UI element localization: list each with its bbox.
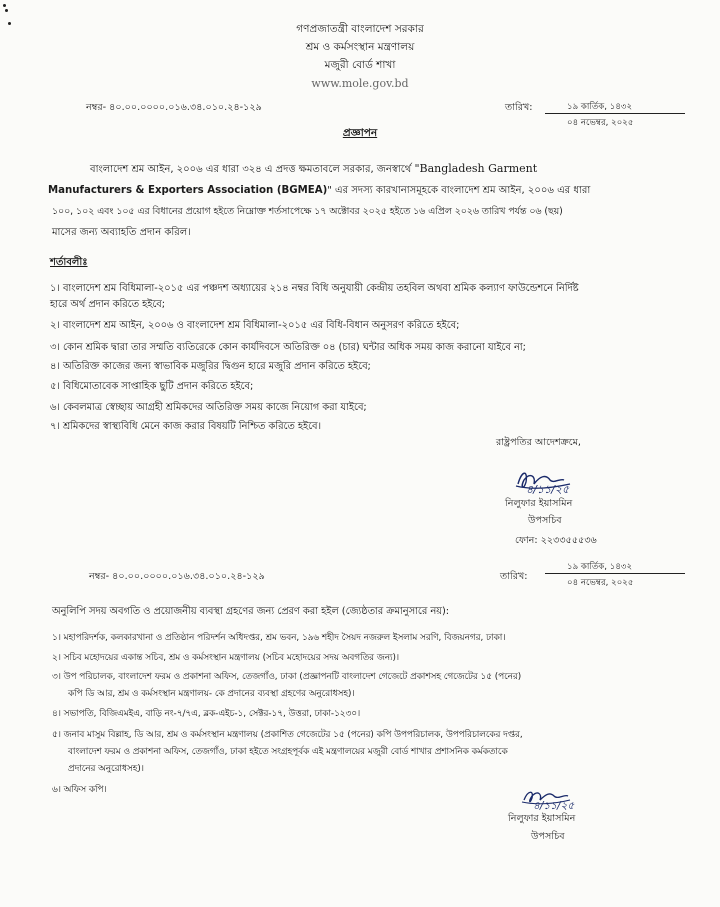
signatory-designation: উপসচিব (528, 515, 562, 526)
condition-item: ৫। বিধিমোতাবেক সাপ্তাহিক ছুটি প্রদান করিতে হইবে; (50, 381, 254, 392)
date-bangla: ১৯ কার্তিক, ১৪৩২ (567, 102, 633, 112)
cc-item: ২। সচিব মহোদয়ের একান্ত সচিব, শ্রম ও কর্মসংস্থান মন্ত্রণালয় (সচিব মহোদয়ের সদয় অবগতির জন্য)। (52, 653, 400, 663)
date-english: ০৪ নভেম্বর, ২০২৫ (567, 118, 634, 128)
website-link[interactable]: www.mole.gov.bd (311, 77, 409, 90)
body-line-1 (52, 158, 692, 180)
body-line-1-english: "Bangladesh Garment (414, 162, 538, 175)
body-line-2-english: Manufacturers & Exporters Association (BGMEA) (48, 185, 328, 196)
condition-item: ৬। কেবলমাত্র স্বেচ্ছায় আগ্রহী শ্রমিকদের অতিরিক্ত সময় কাজে নিয়োগ করা যাইবে; (50, 402, 367, 413)
document-title-text: প্রজ্ঞাপন (342, 127, 378, 139)
cc-item-cont: বাংলাদেশ ফরম ও প্রকাশনা অফিস, তেজগাঁও, ঢাকা হইতে সংগ্রহপূর্বক এই মন্ত্রণালয়ের মজুরী বোর্ড শাখার প্রশাসনিক কর্মকতাকে (68, 747, 508, 757)
scan-speck (5, 9, 8, 12)
signatory-name: নিলুফার ইয়াসমিন (505, 498, 573, 509)
memo2-date-bangla: ১৯ কার্তিক, ১৪৩২ (567, 562, 633, 572)
condition-item: ১। বাংলাদেশ শ্রম বিধিমালা-২০১৫ এর পঞ্চদশ অধ্যায়ের ২১৪ নম্বর বিধি অনুযায়ী কেন্দ্রীয় তহবিল অথবা শ্রমিক কল্যাণ ফাউন্ডেশনে নির্দিষ্ট (50, 283, 579, 294)
cc-item-cont: প্রদানের অনুরোধসহ)। (68, 764, 144, 774)
cc-item: ৫। জনাব মাসুম বিল্লাহ, ডি আর, শ্রম ও কর্মসংস্থান মন্ত্রণালয় (প্রকাশিত গেজেটের ১৫ (পনের) কপি উপপরিচালক, উপপরিচালকের দপ্তর, (52, 730, 523, 740)
signature-1-date: ৪/১১/২৫ (526, 483, 570, 496)
body-line-1-text: বাংলাদেশ শ্রম আইন, ২০০৬ এর ধারা ৩২৪ এ প্রদত্ত ক্ষমতাবলে সরকার, জনস্বার্থে (90, 164, 415, 175)
branch-name: মজুরী বোর্ড শাখা (324, 59, 396, 71)
signatory2-designation: উপসচিব (531, 831, 565, 842)
date-label: তারিখ: (505, 102, 533, 113)
cc-item: ৩। উপ পরিচালক, বাংলাদেশ ফরম ও প্রকাশনা অফিস, তেজগাঁও, ঢাকা (প্রজ্ঞাপনটি বাংলাদেশ গেজেটে প্রকাশসহ গেজেটের ১৫ (পনের) (52, 672, 522, 682)
condition-item: ৪। অতিরিক্ত কাজের জন্য স্বাভাবিক মজুরির দ্বিগুন হারে মজুরি প্রদান করিতে হইবে; (50, 361, 371, 372)
body-line-2-text: " এর সদস্য কারখানাসমূহকে বাংলাদেশ শ্রম আইন, ২০০৬ এর ধারা (327, 185, 591, 196)
conditions-heading (50, 255, 88, 272)
signatory2-name: নিলুফার ইয়াসমিন (508, 813, 576, 824)
body-paragraph (48, 158, 692, 243)
condition-item-cont: হারে অর্থ প্রদান করিতে হইবে; (50, 299, 166, 310)
body-line-4: মাসের জন্য অব্যাহতি প্রদান করিল। (52, 227, 191, 238)
memo2-date-divider (545, 573, 685, 574)
body-line-3: ১০০, ১০২ এবং ১০৫ এর বিধানের প্রয়োগ হইতে নিম্নোক্ত শর্তসাপেক্ষে ১৭ অক্টোবর ২০২৫ হইতে ১৬ এপ্রিল ২০২৬ তারিখ পর্যন্ত ০৬ (ছয়) (52, 206, 563, 217)
condition-item: ২। বাংলাদেশ শ্রম আইন, ২০০৬ ও বাংলাদেশ শ্রম বিধিমালা-২০১৫ এর বিধি-বিধান অনুসরণ করিতে হইবে; (50, 320, 460, 331)
cc-item: ৬। অফিস কপি। (52, 785, 107, 795)
memo-number (86, 101, 262, 116)
condition-item: ৩। কোন শ্রমিক দ্বারা তার সম্মতি ব্যতিরেকে কোন কার্যদিবসে অতিরিক্ত ০৪ (চার) ঘন্টার অধিক সময় কাজ করানো যাইবে না; (50, 342, 526, 353)
memo-number-text: নম্বর- ৪০.০০.০০০০.০১৬.৩৪.০১০.২৪-১২৯ (86, 102, 262, 113)
body-line-2 (48, 180, 692, 201)
cc-item: ৪। সভাপতি, বিজিএমইএ, বাড়ি নং-৭/৭এ, ব্লক-এইচ-১, সেক্টর-১৭, উত্তরা, ঢাকা-১২৩০। (52, 709, 361, 719)
cc-intro: অনুলিপি সদয় অবগতি ও প্রয়োজনীয় ব্যবস্থা গ্রহণের জন্য প্রেরণ করা হইল (জ্যেষ্ঠতার ক্রমানুসারে নয়): (52, 606, 450, 617)
ministry-name: শ্রম ও কর্মসংস্থান মন্ত্রণালয় (305, 41, 415, 53)
signatory-phone: ফোন: ২২৩৩৫৫৫৩৬ (515, 535, 597, 546)
memo2-date-english: ০৪ নভেম্বর, ২০২৫ (567, 578, 634, 588)
date-divider (545, 113, 685, 114)
conditions-heading-text: শর্তাবলীঃ (50, 257, 88, 268)
memo2-date-label: তারিখ: (500, 571, 528, 582)
govt-name: গণপ্রজাতন্ত্রী বাংলাদেশ সরকার (296, 23, 424, 35)
cc-item-cont: কপি ডি আর, শ্রম ও কর্মসংস্থান মন্ত্রণালয়- কে প্রদানের ব্যবস্থা গ্রহণের অনুরোধসহ)। (68, 689, 355, 699)
condition-item: ৭। শ্রমিকদের স্বাস্থ্যবিধি মেনে কাজ করার বিষয়টি নিশ্চিত করিতে হইবে। (50, 421, 322, 432)
memo2-number: নম্বর- ৪০.০০.০০০০.০১৬.৩৪.০১০.২৪-১২৯ (89, 571, 265, 582)
document-title (0, 126, 720, 143)
signature-2-date: ৪/১১/২৫ (533, 800, 575, 812)
scan-speck (3, 4, 6, 7)
presidential-order: রাষ্ট্রপতির আদেশক্রমে, (496, 437, 581, 448)
cc-item: ১। মহাপরিদর্শক, কলকারখানা ও প্রতিষ্ঠান পরিদর্শন অধিদপ্তর, শ্রম ভবন, ১৯৬ শহীদ সৈয়দ নজরুল ইসলাম সরণি, বিজয়নগর, ঢাকা। (52, 633, 506, 643)
